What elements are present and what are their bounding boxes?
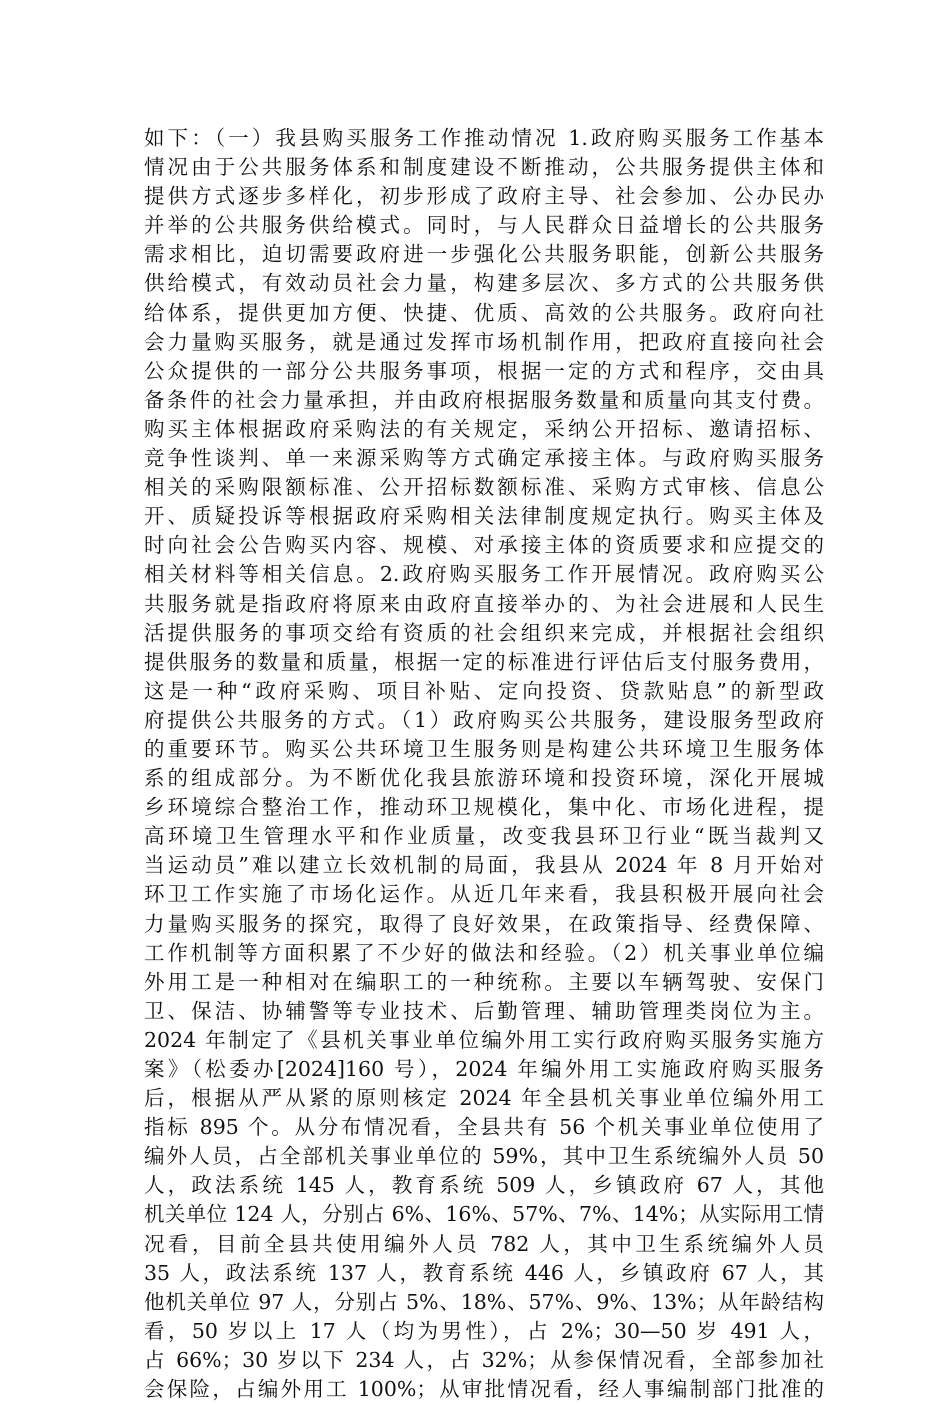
text-line: 府提供公共服务的方式。（1）政府购买公共服务，建设服务型政府 bbox=[144, 707, 824, 732]
text-line: 情况由于公共服务体系和制度建设不断推动，公共服务提供主体和 bbox=[144, 155, 824, 180]
text-line: 占 66%；30 岁以下 234 人，占 32%；从参保情况看，全部参加社 bbox=[144, 1347, 824, 1372]
text-line: 共服务就是指政府将原来由政府直接举办的、为社会进展和人民生 bbox=[144, 591, 824, 616]
text-line: 指标 895 个。从分布情况看，全县共有 56 个机关事业单位使用了 bbox=[144, 1115, 824, 1140]
text-line: 后，根据从严从紧的原则核定 2024 年全县机关事业单位编外用工 bbox=[144, 1086, 824, 1111]
text-line: 编外人员，占全部机关事业单位的 59%，其中卫生系统编外人员 50 bbox=[144, 1144, 824, 1169]
text-line: 活提供服务的事项交给有资质的社会组织来完成，并根据社会组织 bbox=[144, 620, 824, 645]
text-line: 相关材料等相关信息。2.政府购买服务工作开展情况。政府购买公 bbox=[144, 562, 824, 587]
text-line: 提供服务的数量和质量，根据一定的标准进行评估后支付服务费用， bbox=[144, 649, 824, 674]
text-line: 这是一种“政府采购、项目补贴、定向投资、贷款贴息”的新型政 bbox=[144, 678, 824, 703]
text-line: 卫、保洁、协辅警等专业技术、后勤管理、辅助管理类岗位为主。 bbox=[144, 998, 824, 1023]
body-text bbox=[144, 124, 824, 1404]
text-line: 如下：（一）我县购买服务工作推动情况 1.政府购买服务工作基本 bbox=[144, 126, 824, 150]
text-line: 案》（松委办[2024]160 号），2024 年编外用工实施政府购买服务 bbox=[144, 1057, 824, 1081]
text-line: 供给模式，有效动员社会力量，构建多层次、多方式的公共服务供 bbox=[144, 271, 824, 296]
text-line: 环卫工作实施了市场化运作。从近几年来看，我县积极开展向社会 bbox=[144, 882, 824, 907]
text-line: 会保险，占编外用工 100%；从审批情况看，经人事编制部门批准的 bbox=[144, 1377, 824, 1402]
text-line: 力量购买服务的探究，取得了良好效果，在政策指导、经费保障、 bbox=[144, 911, 824, 936]
text-line: 高环境卫生管理水平和作业质量，改变我县环卫行业“既当裁判又 bbox=[144, 824, 824, 849]
text-line: 乡环境综合整治工作，推动环卫规模化，集中化、市场化进程，提 bbox=[144, 795, 824, 820]
text-line: 备条件的社会力量承担，并由政府根据服务数量和质量向其支付费。 bbox=[144, 387, 824, 412]
text-line: 提供方式逐步多样化，初步形成了政府主导、社会参加、公办民办 bbox=[144, 184, 824, 209]
text-line: 当运动员”难以建立长效机制的局面，我县从 2024 年 8 月开始对 bbox=[144, 853, 824, 878]
text-line: 需求相比，迫切需要政府进一步强化公共服务职能，创新公共服务 bbox=[144, 242, 824, 267]
text-line: 2024 年制定了《县机关事业单位编外用工实行政府购买服务实施方 bbox=[144, 1027, 824, 1052]
text-line: 机关单位 124 人，分别占 6%、16%、57%、7%、14%；从实际用工情 bbox=[144, 1202, 824, 1227]
text-line: 工作机制等方面积累了不少好的做法和经验。（2）机关事业单位编 bbox=[144, 940, 824, 965]
text-line: 给体系，提供更加方便、快捷、优质、高效的公共服务。政府向社 bbox=[144, 300, 824, 325]
text-line: 看，50 岁以上 17 人（均为男性），占 2%；30—50 岁 491 人， bbox=[144, 1318, 824, 1343]
text-line: 35 人，政法系统 137 人，教育系统 446 人，乡镇政府 67 人，其 bbox=[144, 1260, 824, 1285]
text-line: 外用工是一种相对在编职工的一种统称。主要以车辆驾驶、安保门 bbox=[144, 969, 824, 994]
text-line: 他机关单位 97 人，分别占 5%、18%、57%、9%、13%；从年龄结构 bbox=[144, 1289, 824, 1314]
text-line: 相关的采购限额标准、公开招标数额标准、采购方式审核、信息公 bbox=[144, 475, 824, 500]
text-line: 并举的公共服务供给模式。同时，与人民群众日益增长的公共服务 bbox=[144, 213, 824, 238]
text-line: 人，政法系统 145 人，教育系统 509 人，乡镇政府 67 人，其他 bbox=[144, 1173, 824, 1198]
text-line: 时向社会公告购买内容、规模、对承接主体的资质要求和应提交的 bbox=[144, 533, 824, 558]
text-line: 开、质疑投诉等根据政府采购相关法律制度规定执行。购买主体及 bbox=[144, 504, 824, 529]
text-line: 系的组成部分。为不断优化我县旅游环境和投资环境，深化开展城 bbox=[144, 766, 824, 791]
text-line: 况看，目前全县共使用编外人员 782 人，其中卫生系统编外人员 bbox=[144, 1231, 824, 1256]
text-line: 的重要环节。购买公共环境卫生服务则是构建公共环境卫生服务体 bbox=[144, 736, 824, 761]
text-line: 会力量购买服务，就是通过发挥市场机制作用，把政府直接向社会 bbox=[144, 329, 824, 354]
text-line: 购买主体根据政府采购法的有关规定，采纳公开招标、邀请招标、 bbox=[144, 416, 824, 441]
text-line: 竞争性谈判、单一来源采购等方式确定承接主体。与政府购买服务 bbox=[144, 446, 824, 471]
text-line: 公众提供的一部分公共服务事项，根据一定的方式和程序，交由具 bbox=[144, 358, 824, 383]
